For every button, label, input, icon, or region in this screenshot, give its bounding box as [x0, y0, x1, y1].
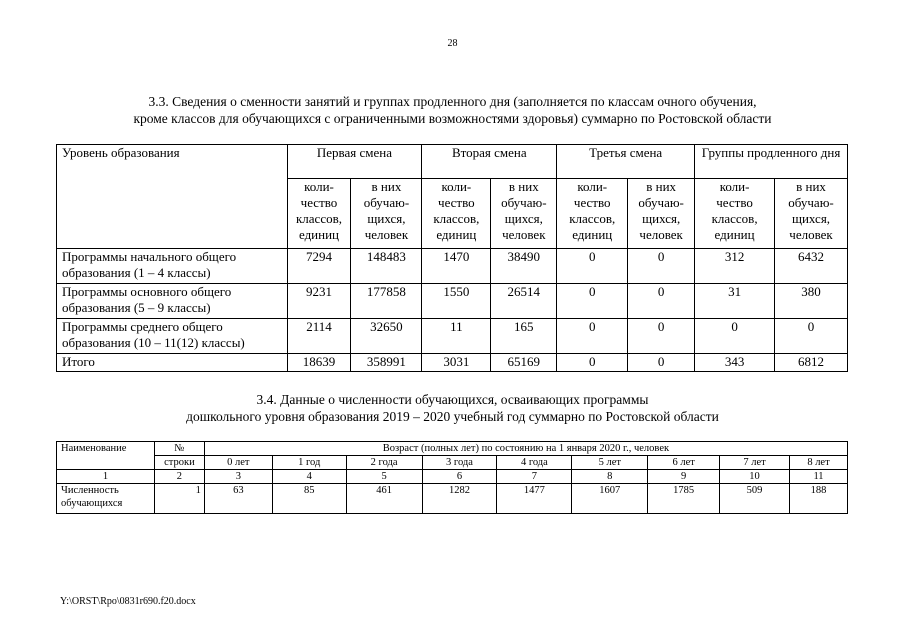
cell-value: 1607: [572, 484, 648, 514]
row-label: Программы начального общего образования (1 – 4 классы): [57, 249, 288, 284]
subheader-student-count: в них обучаю- щихся, человек: [775, 179, 848, 249]
section-3-4-title-line2: дошкольного уровня образования 2019 – 2020 учебный год суммарно по Ростовской области: [186, 409, 719, 424]
header-first-shift: Первая смена: [287, 145, 422, 179]
column-number: 1: [57, 470, 155, 484]
cell-value: 0: [695, 319, 775, 354]
header-age: 1 год: [272, 456, 346, 470]
header-third-shift: Третья смена: [557, 145, 695, 179]
subheader-student-count: в них обучаю- щихся, человек: [628, 179, 695, 249]
column-number: 3: [204, 470, 272, 484]
subheader-class-count: коли- чество классов, единиц: [557, 179, 628, 249]
total-row: [57, 354, 848, 372]
cell-value: 0: [557, 249, 628, 284]
table-row: [57, 284, 848, 319]
subheader-student-count: в них обучаю- щихся, человек: [351, 179, 422, 249]
subheader-student-count: в них обучаю- щихся, человек: [491, 179, 557, 249]
section-3-3-title-line2: кроме классов для обучающихся с ограниченными возможностями здоровья) суммарно по Ростовской области: [133, 111, 772, 126]
cell-value: 63: [204, 484, 272, 514]
cell-value: 1477: [497, 484, 572, 514]
shift-table: [56, 144, 848, 372]
section-3-4-title-line1: 3.4. Данные о численности обучающихся, осваивающих программы: [256, 392, 649, 407]
total-value: 18639: [287, 354, 351, 372]
cell-value: 461: [346, 484, 422, 514]
total-value: 343: [695, 354, 775, 372]
column-number: 10: [720, 470, 790, 484]
cell-value: 165: [491, 319, 557, 354]
header-row-number-label: строки: [154, 456, 204, 470]
cell-value: 148483: [351, 249, 422, 284]
column-number: 8: [572, 470, 648, 484]
column-number: 9: [648, 470, 720, 484]
subheader-class-count: коли- чество классов, единиц: [287, 179, 351, 249]
cell-value: 0: [557, 284, 628, 319]
column-number: 7: [497, 470, 572, 484]
header-row-number: №: [154, 442, 204, 456]
header-name: Наименование: [57, 442, 155, 470]
total-value: 0: [628, 354, 695, 372]
cell-value: 31: [695, 284, 775, 319]
file-path-footer: Y:\ORST\Rpo\0831r690.f20.docx: [60, 596, 196, 607]
page-number: 28: [447, 38, 458, 49]
row-number: 1: [154, 484, 204, 514]
table-row: [57, 319, 848, 354]
cell-value: 6432: [775, 249, 848, 284]
cell-value: 9231: [287, 284, 351, 319]
header-age-caption: Возраст (полных лет) по состоянию на 1 января 2020 г., человек: [204, 442, 847, 456]
section-3-3-title-line1: 3.3. Сведения о сменности занятий и группах продленного дня (заполняется по классам очного обучения,: [148, 94, 757, 109]
cell-value: 0: [628, 319, 695, 354]
cell-value: 509: [720, 484, 790, 514]
total-value: 0: [557, 354, 628, 372]
row-label: Численность обучающихся: [57, 484, 155, 514]
section-3-3-title: [0, 93, 905, 127]
header-age: 8 лет: [790, 456, 848, 470]
header-age: 6 лет: [648, 456, 720, 470]
column-number: 4: [272, 470, 346, 484]
header-extended-day: Группы продленного дня: [695, 145, 848, 179]
total-value: 358991: [351, 354, 422, 372]
cell-value: 0: [628, 249, 695, 284]
header-age: 5 лет: [572, 456, 648, 470]
cell-value: 0: [628, 284, 695, 319]
row-label: Программы основного общего образования (5 – 9 классы): [57, 284, 288, 319]
column-number: 5: [346, 470, 422, 484]
section-3-4-title: [0, 391, 905, 425]
column-number-row: [57, 470, 848, 484]
cell-value: 0: [775, 319, 848, 354]
header-second-shift: Вторая смена: [422, 145, 557, 179]
header-age: 0 лет: [204, 456, 272, 470]
total-value: 3031: [422, 354, 491, 372]
header-age: 4 года: [497, 456, 572, 470]
cell-value: 11: [422, 319, 491, 354]
cell-value: 2114: [287, 319, 351, 354]
cell-value: 0: [557, 319, 628, 354]
total-value: 65169: [491, 354, 557, 372]
table-row: [57, 484, 848, 514]
cell-value: 312: [695, 249, 775, 284]
total-value: 6812: [775, 354, 848, 372]
cell-value: 1470: [422, 249, 491, 284]
row-label: Программы среднего общего образования (10 – 11(12) классы): [57, 319, 288, 354]
cell-value: 177858: [351, 284, 422, 319]
subheader-class-count: коли- чество классов, единиц: [695, 179, 775, 249]
header-age: 7 лет: [720, 456, 790, 470]
cell-value: 38490: [491, 249, 557, 284]
cell-value: 188: [790, 484, 848, 514]
preschool-table: [56, 441, 848, 514]
cell-value: 380: [775, 284, 848, 319]
subheader-class-count: коли- чество классов, единиц: [422, 179, 491, 249]
cell-value: 1282: [422, 484, 497, 514]
header-age: 2 года: [346, 456, 422, 470]
cell-value: 32650: [351, 319, 422, 354]
cell-value: 26514: [491, 284, 557, 319]
cell-value: 1785: [648, 484, 720, 514]
table-row: [57, 249, 848, 284]
column-number: 2: [154, 470, 204, 484]
column-number: 11: [790, 470, 848, 484]
header-level: Уровень образования: [57, 145, 288, 249]
cell-value: 1550: [422, 284, 491, 319]
header-age: 3 года: [422, 456, 497, 470]
cell-value: 85: [272, 484, 346, 514]
total-label: Итого: [57, 354, 288, 372]
cell-value: 7294: [287, 249, 351, 284]
column-number: 6: [422, 470, 497, 484]
